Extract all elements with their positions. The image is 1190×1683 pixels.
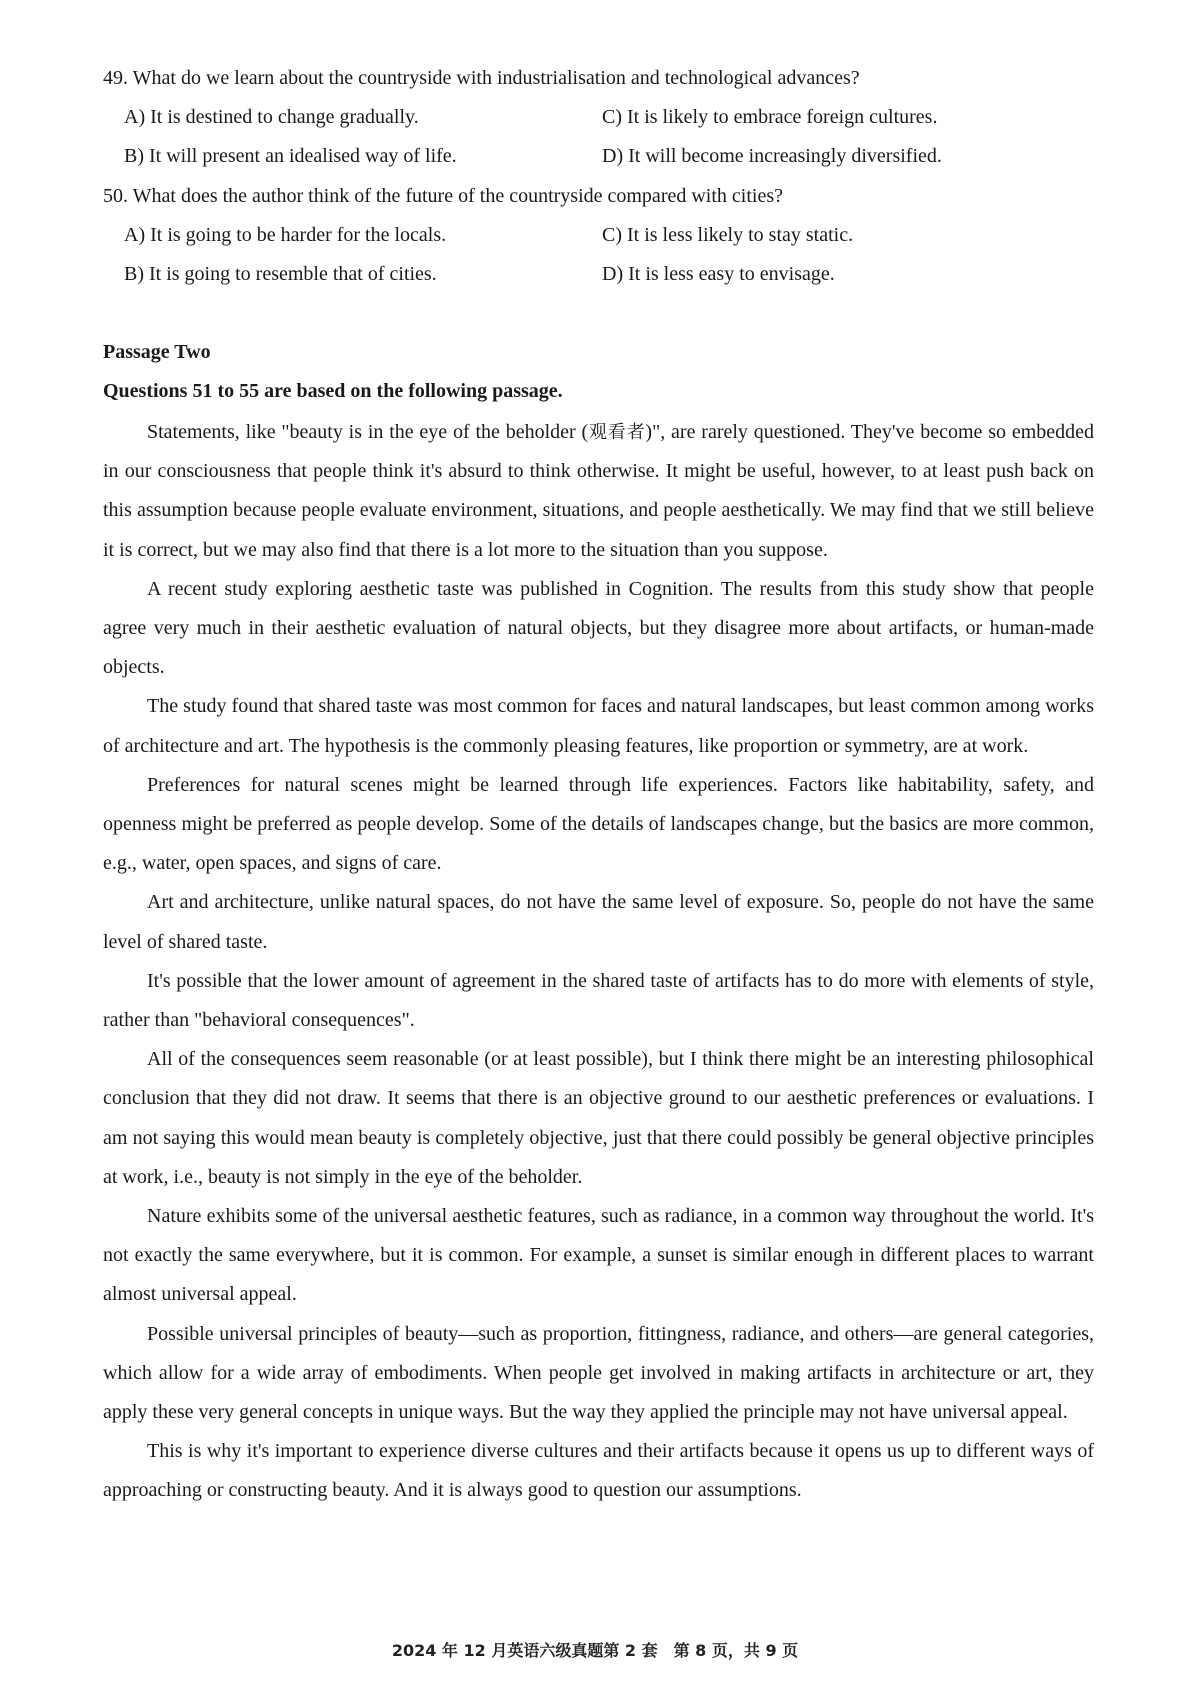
paragraph-1-end: )", are rarely questioned. They've become so embedded in our consciousness that people think it's absurd to think otherwise. It might be useful, however, to at least push back on this assumption because people evaluate environment, situations, and people aesthetically. We may find that we still believe it is correct, but we may also find that there is a lot more to the situation than you suppose. bbox=[103, 421, 1094, 561]
question-50-option-a: A) It is going to be harder for the locals. bbox=[124, 224, 447, 246]
paragraph-9: Possible universal principles of beauty—such as proportion, fittingness, radiance, and others—are general categories, which allow for a wide array of embodiments. When people get involved in making artifacts in architecture or art, they apply these very general concepts in unique ways. But the way they applied the principle may not have universal appeal. bbox=[103, 1322, 1094, 1424]
question-49: 49. What do we learn about the countryside with industrialisation and technological advances? bbox=[103, 67, 860, 89]
passage-title: Passage Two bbox=[103, 341, 211, 363]
question-50-option-b: B) It is going to resemble that of cities. bbox=[124, 263, 437, 285]
paragraph-1 bbox=[103, 413, 1094, 570]
page-footer: 2024 年 12 月英语六级真题第 2 套 第 8 页，共 9 页 bbox=[391, 1641, 799, 1660]
paragraph-5: Art and architecture, unlike natural spaces, do not have the same level of exposure. So, people do not have the same level of shared taste. bbox=[103, 891, 1094, 953]
question-50-option-c: C) It is less likely to stay static. bbox=[602, 224, 854, 246]
passage-body bbox=[103, 413, 1094, 1511]
paragraph-6: It's possible that the lower amount of agreement in the shared taste of artifacts has to do more with elements of style, rather than "behavioral consequences". bbox=[103, 969, 1094, 1032]
paragraph-8: Nature exhibits some of the universal aesthetic features, such as radiance, in a common way throughout the world. It's not exactly the same everywhere, but it is common. For example, a sunset is similar enough in different places to warrant almost universal appeal. bbox=[103, 1205, 1094, 1306]
paragraph-2: A recent study exploring aesthetic taste was published in Cognition. The results from this study show that people agree very much in their aesthetic evaluation of natural objects, but they disagree more about artifacts, or human-made objects. bbox=[103, 577, 1094, 679]
paragraph-3: The study found that shared taste was most common for faces and natural landscapes, but least common among works of architecture and art. The hypothesis is the commonly pleasing features, like proportion or symmetry, are at work. bbox=[103, 695, 1094, 757]
question-49-option-b: B) It will present an idealised way of life. bbox=[124, 145, 457, 167]
question-50-option-d: D) It is less easy to envisage. bbox=[602, 263, 835, 285]
question-49-option-c: C) It is likely to embrace foreign cultures. bbox=[602, 106, 938, 128]
paragraph-7: All of the consequences seem reasonable (or at least possible), but I think there might be an interesting philosophical conclusion that they did not draw. It seems that there is an objective ground to our aesthetic preferences or evaluations. I am not saying this would mean beauty is completely objective, just that there could possibly be general objective principles at work, i.e., beauty is not simply in the eye of the beholder. bbox=[103, 1048, 1094, 1188]
question-49-option-d: D) It will become increasingly diversified. bbox=[602, 145, 942, 167]
paragraph-1-start: Statements, like "beauty is in the eye of the beholder ( bbox=[147, 421, 589, 443]
question-50: 50. What does the author think of the future of the countryside compared with cities? bbox=[103, 185, 783, 207]
passage-instructions: Questions 51 to 55 are based on the following passage. bbox=[103, 380, 563, 402]
paragraph-1-cjk-gloss: 观看者 bbox=[588, 422, 646, 443]
paragraph-10: This is why it's important to experience diverse cultures and their artifacts because it opens us up to different ways of approaching or constructing beauty. And it is always good to question our assumptions. bbox=[103, 1440, 1094, 1502]
paragraph-4: Preferences for natural scenes might be learned through life experiences. Factors like habitability, safety, and openness might be preferred as people develop. Some of the details of landscapes change, but the basics are more common, e.g., water, open spaces, and signs of care. bbox=[103, 773, 1094, 875]
question-49-option-a: A) It is destined to change gradually. bbox=[124, 106, 419, 128]
